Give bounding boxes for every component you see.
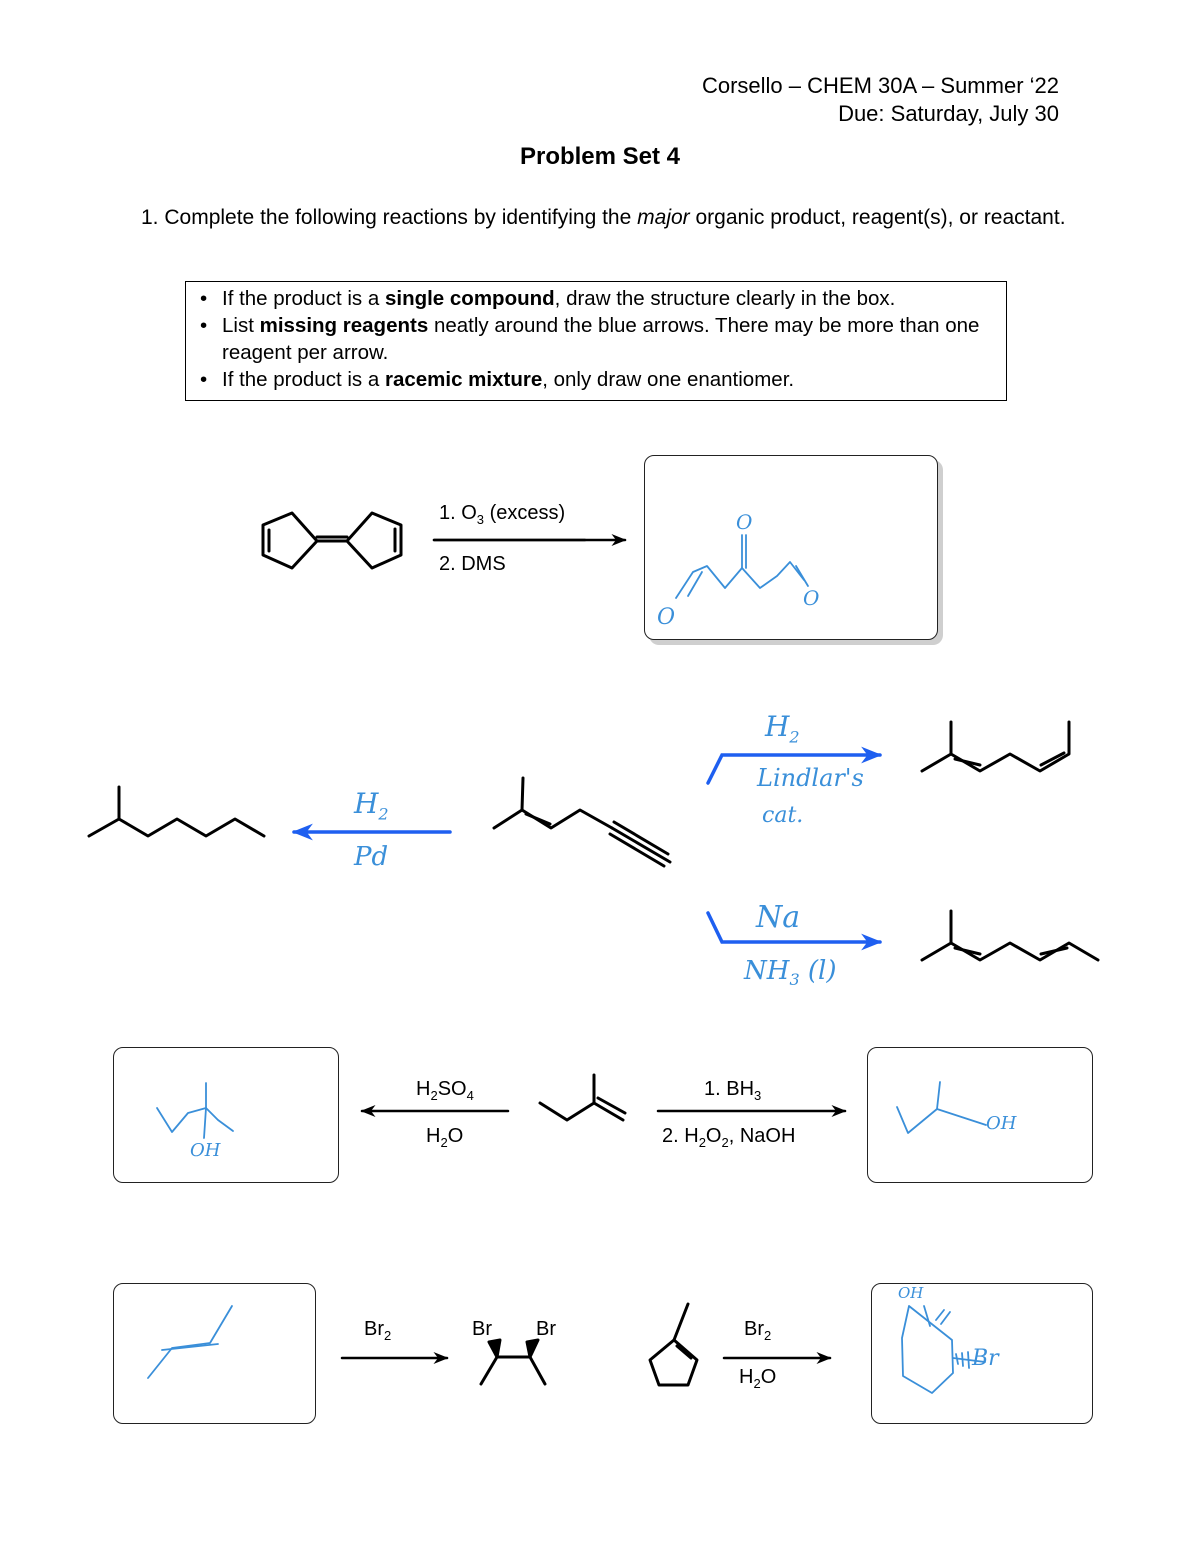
handwritten-alkene-reactant (148, 1306, 232, 1378)
handwritten-oh: OH (986, 1113, 1017, 1134)
reagent-bromine: $Br_2$ (744, 1318, 772, 1343)
instruction-bold: racemic mixture (384, 368, 543, 391)
handwritten-oxygen: O (657, 605, 676, 630)
instruction-text: , only draw one enantiomer. (542, 368, 795, 391)
alkene-substrate-2-methylbutene (540, 1075, 625, 1120)
handwritten-reagent: Pd (354, 842, 389, 872)
reagent-water: $H_2O$ (739, 1366, 777, 1391)
question-text-before: Complete the following reactions by identifying the (164, 206, 632, 229)
question-text-italic: major (637, 206, 690, 229)
methylcyclopentene-substrate (650, 1304, 697, 1385)
handwritten-oh: OH (190, 1140, 221, 1161)
handwritten-reagent: Lindlar's (757, 764, 864, 792)
bromine-label: Br (472, 1318, 492, 1340)
handwritten-oh: OH (898, 1284, 924, 1302)
handwritten-reagent: cat. (762, 803, 804, 828)
handwritten-primary-alcohol (897, 1082, 986, 1133)
instruction-text: If the product is a (222, 368, 380, 391)
due-date: Due: Saturday, July 30 (838, 101, 1059, 126)
instruction-text: neatly around the blue arrows. There may be more than one reagent per arrow. (222, 314, 980, 364)
instruction-bold: missing reagents (259, 314, 429, 337)
reagent-peroxide: 2. $H_2O_2$, NaOH (662, 1125, 796, 1150)
dibromide-product (481, 1340, 545, 1384)
bullet: • (200, 287, 208, 310)
bullet: • (200, 368, 208, 391)
starting-material-diene (263, 513, 401, 568)
question-number: 1. (141, 206, 159, 229)
course-line: Corsello – CHEM 30A – Summer ‘22 (701, 73, 1059, 98)
bromine-label: Br (536, 1318, 556, 1340)
bullet: • (200, 314, 208, 337)
handwritten-oxygen: O (736, 510, 753, 534)
reagent-water: $H_2O$ (426, 1125, 464, 1150)
page-title: Problem Set 4 (519, 143, 681, 170)
instruction-text: List (222, 314, 254, 337)
alkane-product (89, 787, 264, 836)
handwritten-reagent: $H_2$ (765, 710, 800, 747)
enyne-substrate (494, 778, 670, 866)
reagent-step-2: 2. DMS (439, 553, 506, 575)
reagent-borane: 1. $BH_3$ (704, 1078, 762, 1103)
handwritten-br: Br (972, 1346, 999, 1371)
instruction-text: , draw the structure clearly in the box. (554, 287, 896, 310)
handwritten-tricarbonyl (676, 535, 808, 598)
instruction-bold: single compound (384, 287, 555, 310)
instruction-text: If the product is a (222, 287, 380, 310)
handwritten-reagent: Na (756, 900, 801, 935)
handwritten-reagent: $H_2$ (354, 787, 389, 824)
reagent-bromine: $Br_2$ (364, 1318, 392, 1343)
reagent-step-1: 1. $O_3$ (excess) (439, 502, 566, 527)
handwritten-reagent: $NH_3$ (l) (744, 956, 837, 990)
question-text-after: organic product, reagent(s), or reactant. (695, 206, 1066, 229)
reagent-sulfuric-acid: $H_2SO_4$ (416, 1078, 474, 1103)
trans-alkene-product (922, 911, 1098, 960)
cis-alkene-product (922, 722, 1069, 771)
handwritten-tert-alcohol (157, 1083, 233, 1138)
handwritten-oxygen: O (803, 586, 820, 610)
